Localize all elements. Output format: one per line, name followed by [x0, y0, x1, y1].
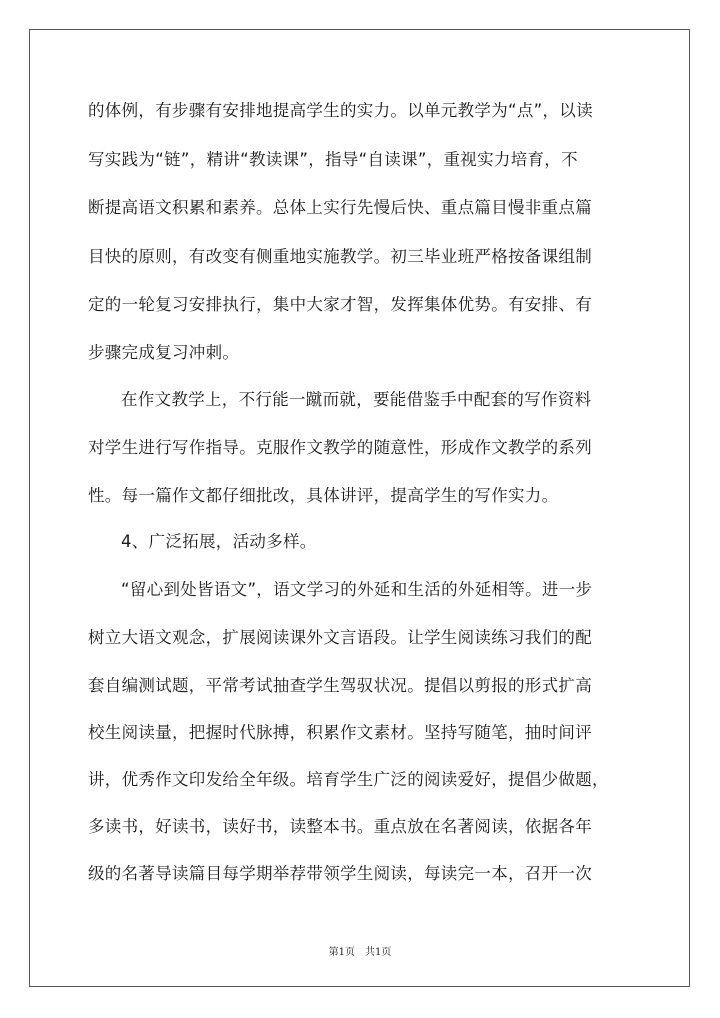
text-line: 定的一轮复习安排执行，集中大家才智，发挥集体优势。有安排、有	[88, 295, 592, 314]
text-line: 套自编测试题，平常考试抽查学生驾驭状况。提倡以剪报的形式扩高	[88, 676, 592, 695]
text-line: 级的名著导读篇目每学期举荐带领学生阅读，每读完一本，召开一次	[88, 864, 592, 883]
text-line: 步骤完成复习冲刺。	[88, 343, 240, 362]
text-line: 性。每一篇作文都仔细批改，具体讲评，提高学生的写作实力。	[88, 486, 559, 505]
text-line: 的体例，有步骤有安排地提高学生的实力。以单元教学为“点”，以读	[88, 101, 593, 120]
page-border	[29, 29, 690, 987]
text-line: 校生阅读量，把握时代脉搏，积累作文素材。坚持写随笔，抽时间评	[88, 723, 592, 742]
text-line: 对学生进行写作指导。克服作文教学的随意性，形成作文教学的系列	[88, 438, 592, 457]
text-line: 写实践为“链”，精讲“教读课”，指导“自读课”，重视实力培育，不	[88, 150, 578, 169]
text-line: 讲，优秀作文印发给全年级。培育学生广泛的阅读爱好，提倡少做题，	[88, 770, 609, 789]
text-line: 4、广泛拓展，活动多样。	[121, 532, 317, 551]
text-line: “留心到处皆语文”，语文学习的外延和生活的外延相等。进一步	[121, 580, 593, 599]
text-line: 断提高语文积累和素养。总体上实行先慢后快、重点篇目慢非重点篇	[88, 198, 592, 217]
page-number-footer: 第1页 共1页	[328, 947, 392, 958]
text-line: 多读书，好读书，读好书，读整本书。重点放在名著阅读，依据各年	[88, 817, 592, 836]
text-line: 目快的原则，有改变有侧重地实施教学。初三毕业班严格按备课组制	[88, 247, 592, 266]
text-line: 在作文教学上，不行能一蹴而就，要能借鉴手中配套的写作资料	[121, 390, 592, 409]
text-line: 树立大语文观念，扩展阅读课外文言语段。让学生阅读练习我们的配	[88, 628, 592, 647]
